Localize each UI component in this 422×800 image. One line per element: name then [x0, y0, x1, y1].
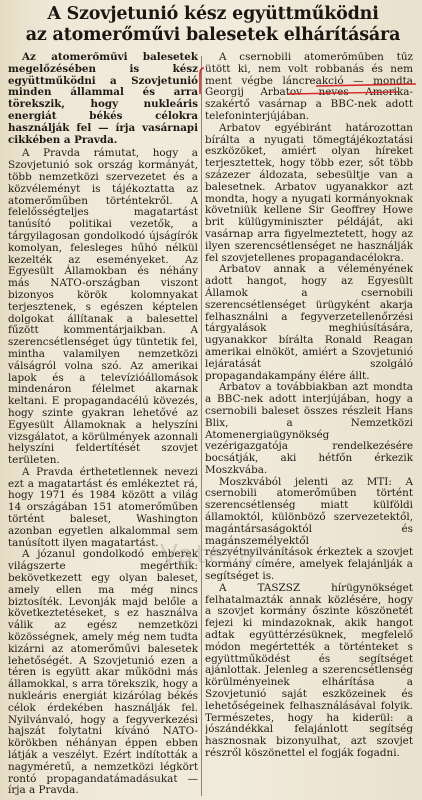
headline-line-1: A Szovjetunió kész együttműködni — [47, 4, 379, 24]
column-divider — [201, 56, 202, 796]
body-paragraph: A Pravda rámutat, hogy a Szovjetunió sok ország kormányát, több nemzetközi szervezetet és a közvéleményt is tájékoztatta az atomerőműben történtekről. A felelősségteljes magatartást tanúsító politikai vezetők, a tárgyilagosan gondolkodó újságírók komolyan, felesleges hűhó nélkül kezelték az eseményeket. Az Egyesült Államokban és néhány más NATO-országban viszont bizonyos körök kolomnyakat terjesztenek, s egészen képtelen dolgokat állítanak a balesettel fűzött kommentárjaikban. A szerencsétlenséget úgy tüntetik fel, mintha valamilyen nemzetközi válságról volna szó. Az amerikai lapok és a televízióállomások mindenáron félelmet akarnak keltani. E propagandacélú kövezés, hogy szinte gyakran lehetővé az Egyesült Államoknak a helyszíni vizsgálatot, a körülmények azonnali helyszíni feldertítését szovjet területen. — [8, 147, 198, 467]
watermark: Vatera — [160, 540, 257, 570]
body-paragraph: Arbatov annak a véleményének adott hangot, hogy az Egyesült Államok a csernobili szerencsétlenséget ürügyként akarja felhasználni a fegyverzetellenőrzési tárgyalások meghiúsítására, ugyanakkor bírálta Ronald Reagan amerikai elnököt, amiért a Szovjetunió lejáratását szolgáló propagandakampány élére állt. — [205, 263, 413, 382]
lead-paragraph: Az atomerőművi balesetek megelőzésében is kész együttműködni a Szovjetunió minden állammal és arra törekszik, hogy nukleáris energiát békés célokra használják fel — írja vasárnapi cikkében a Pravda. — [8, 52, 198, 146]
body-paragraph: Arbatov egyébiránt határozottan bírálta a nyugati tömegtájékoztatási eszközöket, amiért olyan híreket terjesztettek, hogy több ezer, sőt több százezer áldozata, sebesültje van a balesetnek. Arbatov ugyanakkor azt mondta, hogy a nyugati kormányoknak követniük kellene Sir Geoffrey Howe brit külügyminiszter példáját, aki vasárnap arra figyelmeztetett, hogy az ilyen szerencsétlenséget ne használják fel szovjetellenes propagandacélokra. — [205, 121, 413, 264]
body-paragraph: Moszkvából jelenti az MTI: A csernobili atomerőműben történt szerencsétlenség miatt külföldi államoktól, különböző szervezetektől, magántársaságoktól és magánszemélyektől részvétnyilvánítások érkeztek a szovjet kormány címére, amelyek felajánlják a segítséget is. — [205, 475, 413, 583]
body-paragraph: A józanul gondolkodó emberek világszerte megérthik: bekövetkezett egy olyan baleset, amely ellen ma még nincs biztosíték. Levonják majd belőle a következtetéseket, s ez használva válik az egész nemzetközi közösségnek, amely még nem tudta kizárni az atomerőművi balesetek lehetőségét. A Szovjetunió ezen a téren is együtt akar működni más államokkal, s arra törekszik, hogy a nukleáris energiát kizárólag békés célok érdekében használják fel. Nyilvánvaló, hogy a fegyverkezési hajszát folytatni kívánó NATO-körökben néhányan éppen ebben látják a veszélyt. Ezért indították a nagyméretű, a nemzetközi légkört rontó propagandatámadásukat — írja a Pravda. — [8, 548, 198, 797]
body-paragraph: A csernobili atomerőműben tűz ütött ki, nem volt robbanás és nem ment végbe láncreakció — mondta Georgij Arbatov neves Amerika-szakértő vasárnap a BBC-nek adott telefoninterjújában. — [205, 52, 413, 122]
right-column — [205, 52, 413, 800]
body-paragraph: A Pravda érthetetlennek nevezi ezt a magatartást és emlékeztet rá, hogy 1971 és 1984 között a világ 14 országában 151 atomerőműben történt baleset, Washington azonban egyetlen alkalommal sem tanúsított ilyen magatartást. — [8, 465, 198, 549]
left-column — [8, 52, 198, 800]
headline — [16, 4, 410, 46]
body-paragraph: Arbatov a továbbiakban azt mondta a BBC-nek adott interjújában, hogy a csernobili baleset összes részleit Hans Blix, a Nemzetközi Atomenergiaügynökség vezérigazgatója rendelkezésére bocsátják, aki hétfőn érkezik Moszkvába. — [205, 381, 413, 476]
headline-line-2: az atomerőművi balesetek elhárítására — [25, 25, 401, 45]
body-paragraph: A TASZSZ hírügynökséget felhatalmazták annak közlésére, hogy a szovjet kormány őszinte köszönetét fejezi ki mindazoknak, akik hangot adtak együttérzésüknek, megfelelő módon megértették a történteket s együttműködést és segítséget ajánlottak. Jelenleg a szerencsétlenség körülményeinek elhárítása a Szovjetunió saját eszközeinek és lehetőségeinek felhasználásával folyik. Természetes, hogy ha kiderül: a jószándékkal felajánlott segítség hasznosnak bizonyulhat, azt szovjet részről köszönettel el fogják fogadni. — [205, 581, 413, 760]
